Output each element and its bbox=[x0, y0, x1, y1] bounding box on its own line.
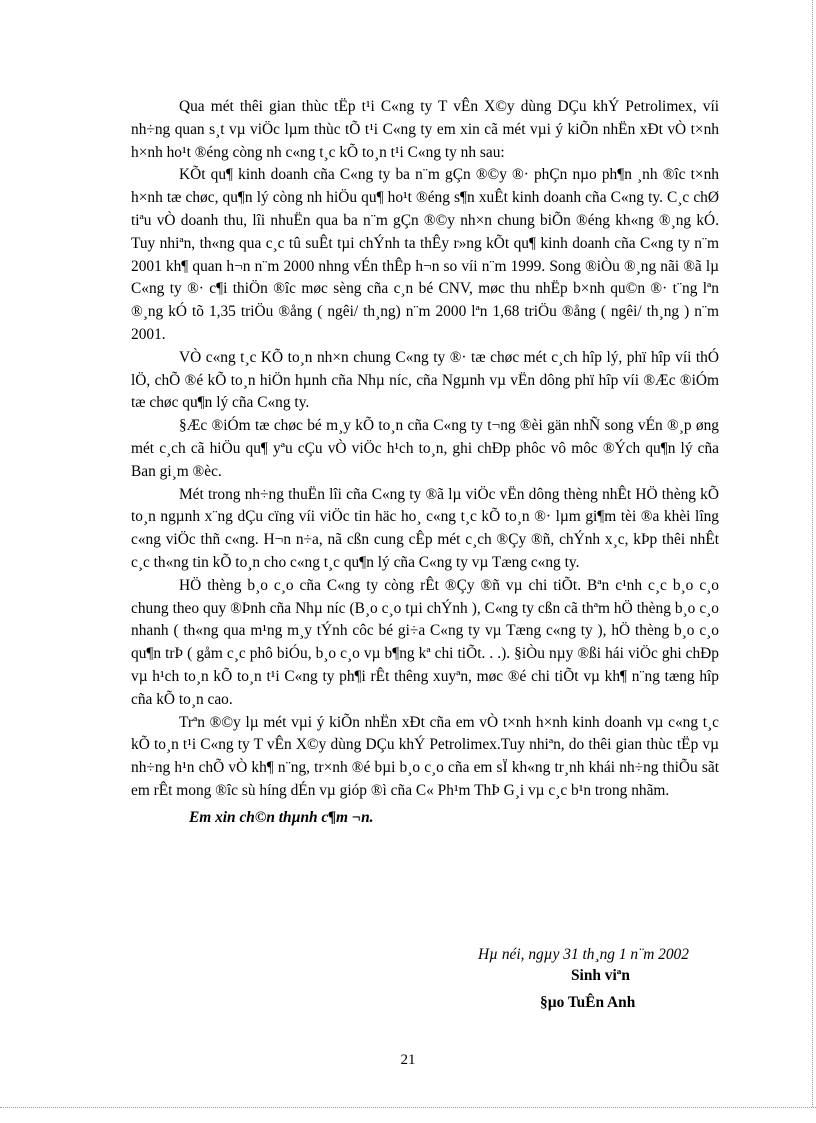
page-bottom-border bbox=[0, 1107, 816, 1108]
signature-role: Sinh viªn bbox=[571, 967, 630, 984]
closing-thanks: Em xin ch©n thµnh c¶m ¬n. bbox=[189, 808, 374, 826]
signature-name: §µo TuÊn Anh bbox=[540, 994, 636, 1011]
paragraph-accounting-organization: VÒ c«ng t¸c KÕ to¸n nh×n chung C«ng ty ®· tæ chøc mét c¸ch hîp lý, phï hîp víi thÓ lÖ, chÕ ®é kÕ to¸n hiÖn hµnh cña Nhµ níc, cña Ngµnh vµ vËn dông phï hîp víi ®Æc ®iÓm tæ chøc qu¶n lý cña C«ng ty. bbox=[131, 348, 719, 412]
paragraph-conclusion: Trªn ®©y lµ mét vµi ý kiÕn nhËn xÐt cña em vÒ t×nh h×nh kinh doanh vµ c«ng t¸c kÕ to¸n t¹i C«ng ty T vÊn X©y dùng DÇu khÝ Petrolimex.Tuy nhiªn, do thêi gian thùc tËp vµ nh÷ng h¹n chÕ vÒ kh¶ n¨ng, tr×nh ®é bµi b¸o c¸o cña em sÏ kh«ng tr¸nh khái nh÷ng thiÕu sãt em rÊt mong ®îc sù híng dÉn vµ gióp ®ì cña C« Ph¹m ThÞ G¸i vµ c¸c b¹n trong nhãm. bbox=[131, 713, 719, 799]
paragraph-accounting-structure: §Æc ®iÓm tæ chøc bé m¸y kÕ to¸n cña C«ng ty t¬ng ®èi gän nhÑ song vÉn ®¸p øng mét c¸ch cã hiÖu qu¶ yªu cÇu vÒ viÖc h¹ch to¸n, ghi chÐp phôc vô môc ®Ých qu¶n lý cña Ban gi¸m ®èc. bbox=[131, 417, 719, 480]
paragraph-reporting-system: HÖ thèng b¸o c¸o cña C«ng ty còng rÊt ®Çy ®ñ vµ chi tiÕt. Bªn c¹nh c¸c b¸o c¸o chung theo quy ®Þnh cña Nhµ níc (B¸o c¸o tµi chÝnh ), C«ng ty cßn cã thªm hÖ thèng b¸o c¸o nhanh ( th«ng qua m¹ng m¸y tÝnh côc bé gi÷a C«ng ty vµ Tæng c«ng ty ), hÖ thèng b¸o c¸o qu¶n trÞ ( gåm c¸c phô biÓu, b¸o c¸o vµ b¶ng kª chi tiÕt. . .). §iÒu nµy ®ßi hái viÖc ghi chÐp vµ h¹ch to¸n kÕ to¸n t¹i C«ng ty ph¶i rÊt thêng xuyªn, møc ®é chi tiÕt vµ kh¶ n¨ng tæng hîp cña kÕ to¸n cao. bbox=[131, 576, 719, 708]
body-text bbox=[131, 96, 719, 830]
paragraph-intro: Qua mét thêi gian thùc tËp t¹i C«ng ty T vÊn X©y dùng DÇu khÝ Petrolimex, víi nh÷ng quan s¸t vµ viÖc lµm thùc tÕ t¹i C«ng ty em xin cã mét vµi ý kiÕn nhËn xÐt vÒ t×nh h×nh ho¹t ®éng còng nh c«ng t¸c kÕ to¸n t¹i C«ng ty nh sau: bbox=[131, 98, 719, 161]
signature-date: Hµ néi, ngµy 31 th¸ng 1 n¨m 2002 bbox=[478, 946, 689, 963]
page-number: 21 bbox=[400, 1052, 416, 1068]
paragraph-advantages: Mét trong nh÷ng thuËn lîi cña C«ng ty ®ã lµ viÖc vËn dông thèng nhÊt HÖ thèng kÕ to¸n ngµnh x¨ng dÇu cïng víi viÖc tin häc ho¸ c«ng t¸c kÕ to¸n ®· lµm gi¶m tèi ®a khèi lîng c«ng viÖc thñ c«ng. H¬n n÷a, nã cßn cung cÊp mét c¸ch ®Çy ®ñ, chÝnh x¸c, kÞp thêi nhÊt c¸c th«ng tin kÕ to¸n cho c«ng t¸c qu¶n lý cña C«ng ty vµ Tæng c«ng ty. bbox=[131, 485, 719, 571]
paragraph-business-results: KÕt qu¶ kinh doanh cña C«ng ty ba n¨m gÇn ®©y ®· phÇn nµo ph¶n ¸nh ®îc t×nh h×nh tæ chøc, qu¶n lý còng nh hiÖu qu¶ ho¹t ®éng s¶n xuÊt kinh doanh cña C«ng ty. C¸c chØ tiªu vÒ doanh thu, lîi nhuËn qua ba n¨m gÇn ®©y nh×n chung biÕn ®éng kh«ng ®¸ng kÓ. Tuy nhiªn, th«ng qua c¸c tû suÊt tµi chÝnh ta thÊy r»ng kÕt qu¶ kinh doanh cña C«ng ty n¨m 2001 kh¶ quan h¬n n¨m 2000 nhng vÉn thÊp h¬n so víi n¨m 1999. Song ®iÒu ®¸ng nãi ®ã lµ C«ng ty ®· c¶i thiÖn ®îc møc sèng cña c¸n bé CNV, møc thu nhËp b×nh qu©n ®· t¨ng lªn ®¸ng kÓ tõ 1,35 triÖu ®ång ( ngêi/ th¸ng) n¨m 2000 lªn 1,68 triÖu ®ång ( ngêi/ th¸ng ) n¨m 2001. bbox=[131, 166, 719, 343]
page-right-border bbox=[812, 0, 813, 1107]
